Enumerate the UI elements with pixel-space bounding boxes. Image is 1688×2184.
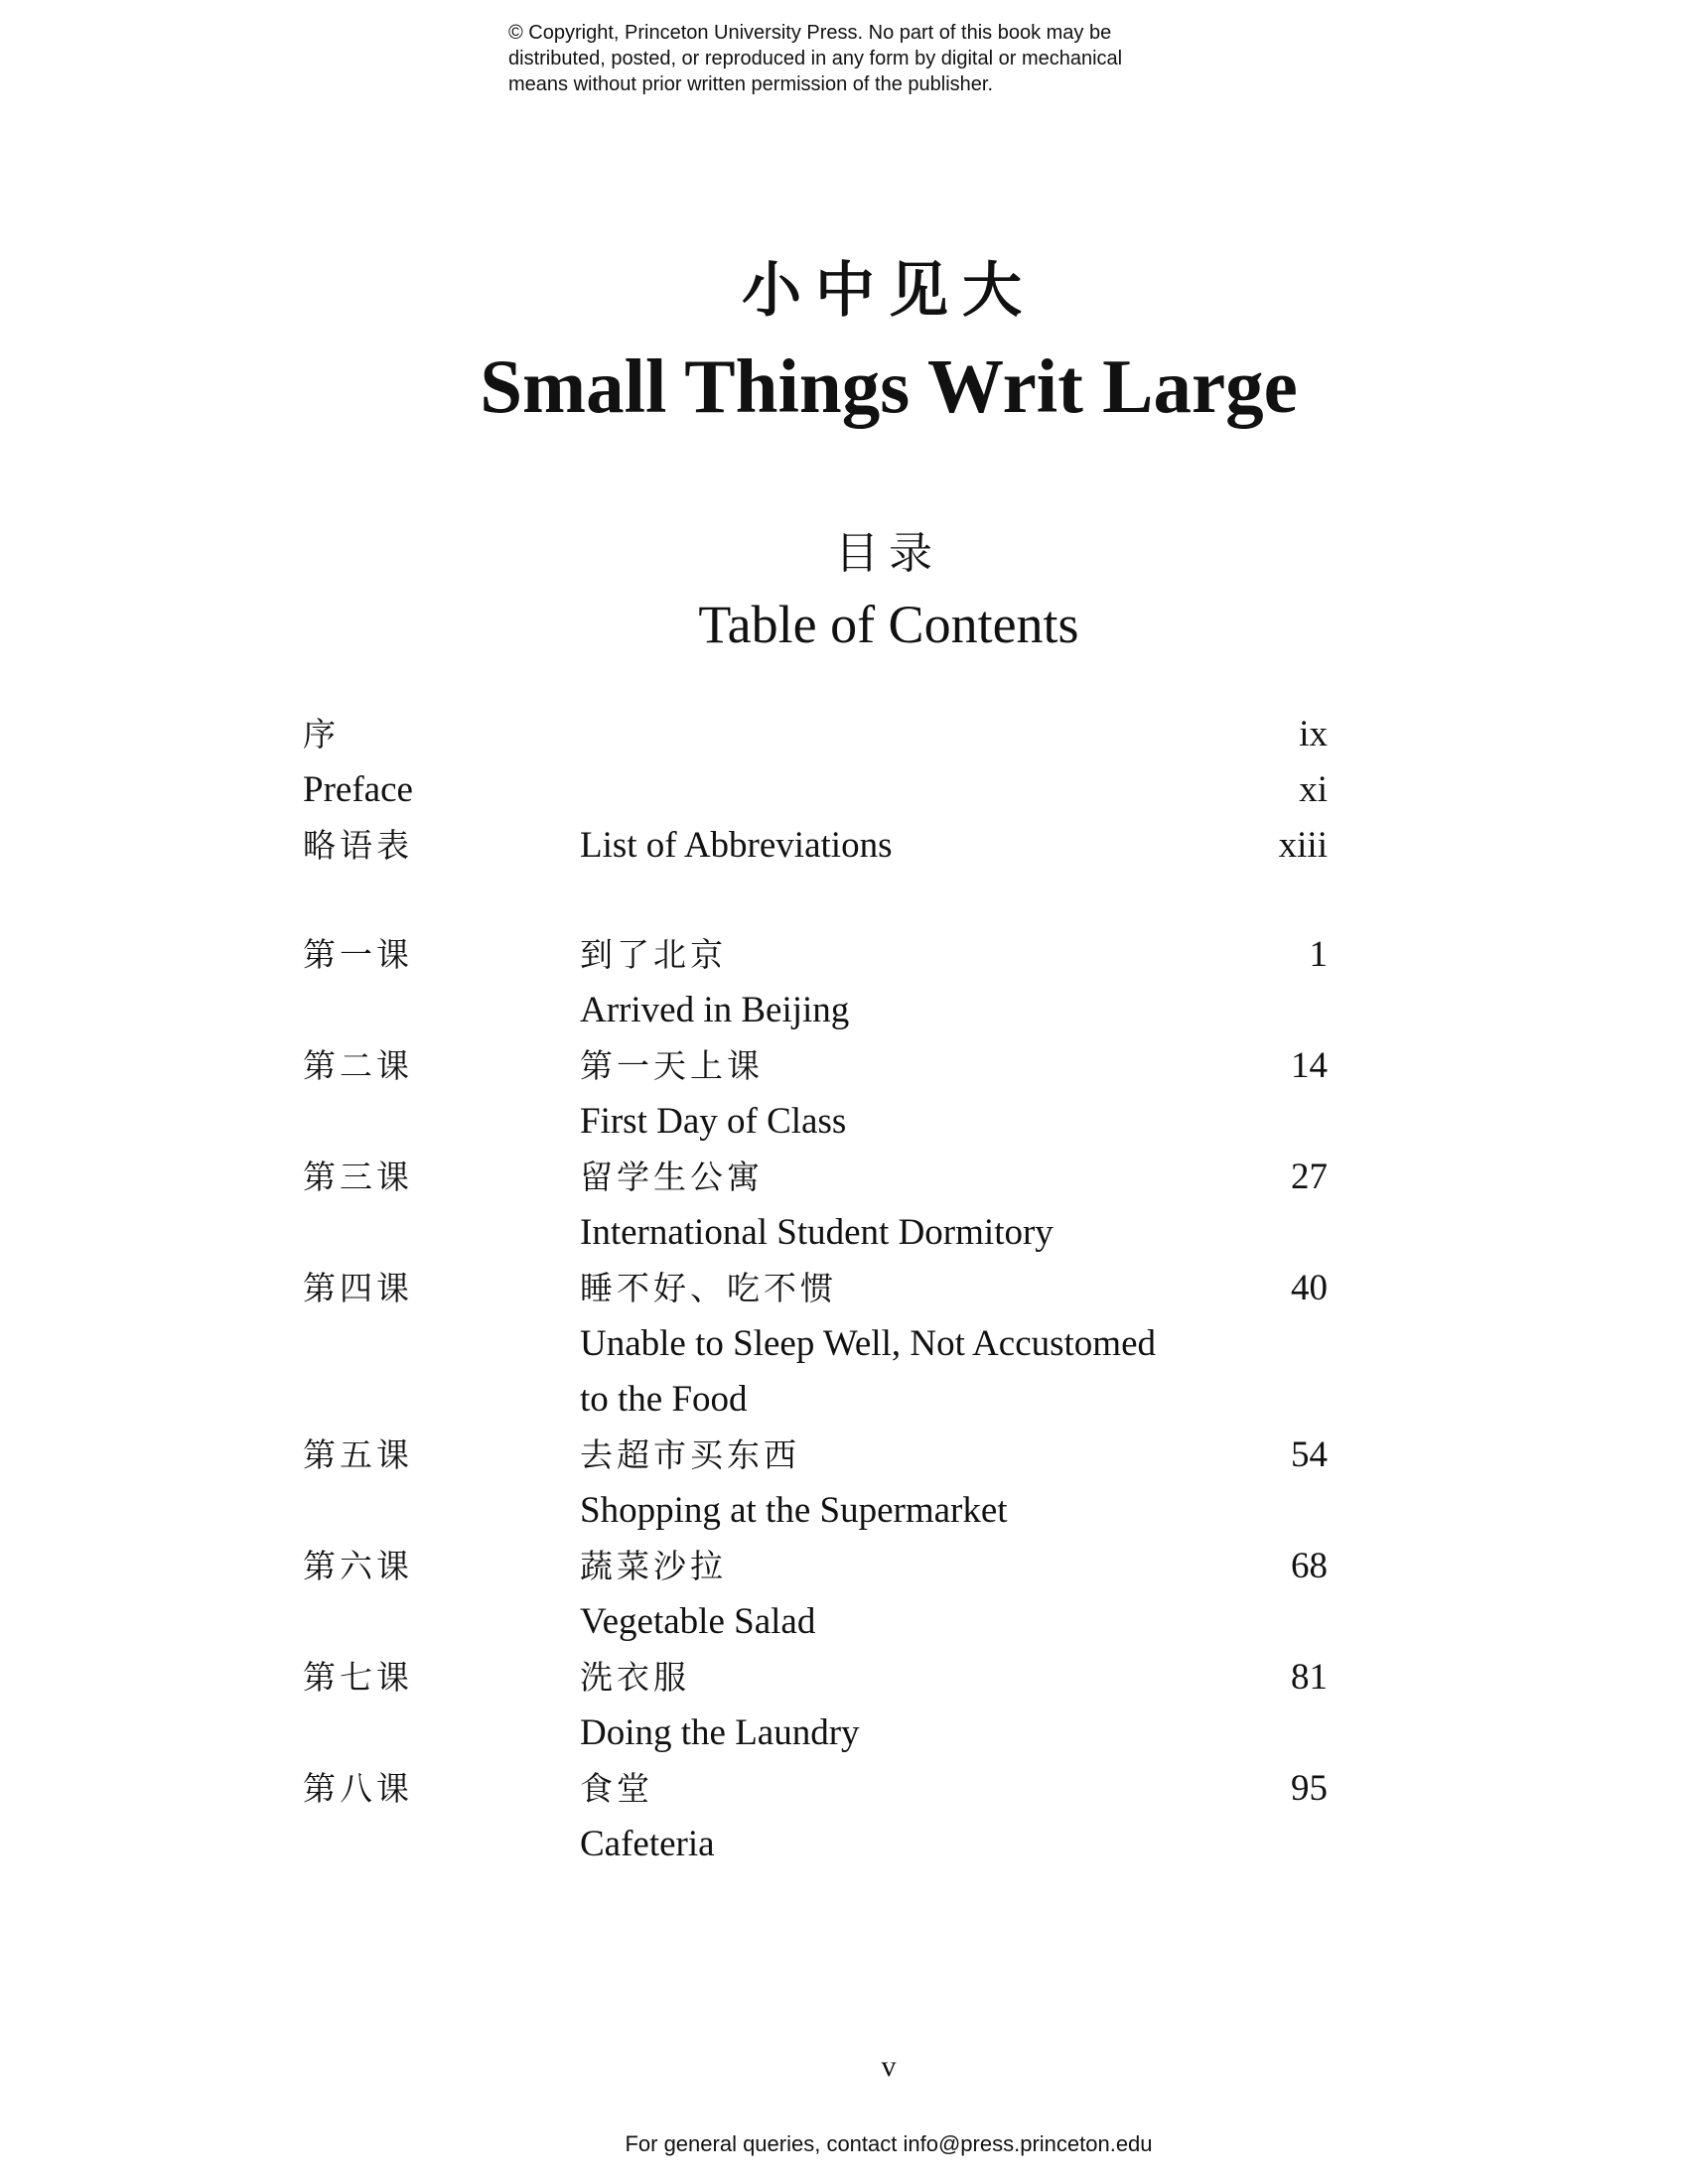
page-number: v bbox=[881, 2050, 897, 2083]
toc-row-lesson-5-english bbox=[303, 1483, 1328, 1539]
lesson-title-chinese: 去超市买东西 bbox=[580, 1435, 800, 1474]
toc-row-lesson-3[interactable] bbox=[303, 1150, 1328, 1205]
toc-row-lesson-8[interactable] bbox=[303, 1761, 1328, 1817]
lesson-label: 第二课 bbox=[303, 1046, 413, 1085]
toc-row-lesson-6-english bbox=[303, 1594, 1328, 1650]
lesson-title-english: Shopping at the Supermarket bbox=[580, 1490, 1008, 1531]
lesson-title-chinese: 洗衣服 bbox=[580, 1658, 690, 1697]
toc-page: xiii bbox=[1278, 825, 1328, 866]
toc-row-lesson-7[interactable] bbox=[303, 1650, 1328, 1706]
lesson-label: 第七课 bbox=[303, 1658, 413, 1697]
toc-row-abbreviations[interactable] bbox=[303, 818, 1328, 874]
toc-page: ix bbox=[1299, 714, 1328, 754]
lesson-title-english: First Day of Class bbox=[580, 1101, 847, 1142]
toc-label: Preface bbox=[303, 769, 413, 810]
book-title-english: Small Things Writ Large bbox=[480, 343, 1298, 429]
lesson-page: 40 bbox=[1291, 1268, 1328, 1308]
toc-page: xi bbox=[1299, 769, 1328, 810]
toc-row-lesson-4-english-cont bbox=[303, 1372, 1328, 1428]
copyright-line: © Copyright, Princeton University Press. No part of this book may be bbox=[508, 22, 1112, 44]
lesson-label: 第三课 bbox=[303, 1158, 413, 1196]
lesson-title-chinese: 蔬菜沙拉 bbox=[580, 1547, 727, 1585]
lesson-page: 27 bbox=[1291, 1157, 1328, 1197]
lesson-label: 第五课 bbox=[303, 1435, 413, 1474]
lesson-title-chinese: 睡不好、吃不惯 bbox=[580, 1269, 837, 1307]
lesson-label: 第八课 bbox=[303, 1769, 413, 1808]
lesson-label: 第六课 bbox=[303, 1547, 413, 1585]
lesson-page: 1 bbox=[1309, 934, 1328, 975]
copyright-line: distributed, posted, or reproduced in any form by digital or mechanical bbox=[508, 48, 1123, 69]
toc-row-lesson-1-english bbox=[303, 983, 1328, 1038]
toc-row-lesson-8-english bbox=[303, 1817, 1328, 1872]
toc-row-lesson-5[interactable] bbox=[303, 1428, 1328, 1483]
lesson-page: 54 bbox=[1291, 1434, 1328, 1475]
copyright-line: means without prior written permission of the publisher. bbox=[508, 73, 994, 95]
toc-row-lesson-6[interactable] bbox=[303, 1539, 1328, 1594]
lesson-title-english: International Student Dormitory bbox=[580, 1212, 1054, 1253]
lesson-title-english: Unable to Sleep Well, Not Accustomed bbox=[580, 1323, 1157, 1364]
lesson-page: 81 bbox=[1291, 1657, 1328, 1698]
toc-row-lesson-4[interactable] bbox=[303, 1261, 1328, 1316]
toc-row-preface[interactable] bbox=[303, 762, 1328, 818]
lesson-page: 68 bbox=[1291, 1546, 1328, 1586]
lesson-title-chinese: 食堂 bbox=[580, 1769, 653, 1808]
table-of-contents bbox=[303, 707, 1328, 1872]
lesson-title-chinese: 留学生公寓 bbox=[580, 1158, 764, 1196]
toc-row-lesson-1[interactable] bbox=[303, 927, 1328, 983]
toc-row-preface-chinese[interactable] bbox=[303, 707, 1328, 762]
lesson-page: 14 bbox=[1291, 1045, 1328, 1086]
toc-row-lesson-4-english bbox=[303, 1316, 1328, 1372]
lesson-title-english: Vegetable Salad bbox=[580, 1601, 816, 1642]
toc-row-lesson-7-english bbox=[303, 1706, 1328, 1761]
lesson-title-english: Doing the Laundry bbox=[580, 1712, 860, 1753]
lesson-title-english-continued: to the Food bbox=[580, 1379, 748, 1420]
lesson-title-chinese: 到了北京 bbox=[580, 935, 727, 974]
lesson-title-english: Arrived in Beijing bbox=[580, 990, 850, 1030]
toc-heading-chinese: 目录 bbox=[835, 528, 942, 579]
toc-label: 略语表 bbox=[303, 826, 413, 865]
toc-heading-english: Table of Contents bbox=[698, 595, 1079, 654]
toc-row-lesson-2-english bbox=[303, 1094, 1328, 1150]
lesson-label: 第四课 bbox=[303, 1269, 413, 1307]
toc-title: List of Abbreviations bbox=[580, 825, 893, 866]
lesson-title-chinese: 第一天上课 bbox=[580, 1046, 764, 1085]
copyright-notice bbox=[508, 20, 1203, 97]
toc-row-lesson-2[interactable] bbox=[303, 1038, 1328, 1094]
toc-label: 序 bbox=[303, 715, 340, 753]
lesson-label: 第一课 bbox=[303, 935, 413, 974]
footer-contact: For general queries, contact info@press.princeton.edu bbox=[625, 2131, 1153, 2156]
lesson-page: 95 bbox=[1291, 1768, 1328, 1809]
book-title-chinese: 小中见大 bbox=[742, 256, 1036, 326]
toc-row-lesson-3-english bbox=[303, 1205, 1328, 1261]
lesson-title-english: Cafeteria bbox=[580, 1824, 715, 1864]
